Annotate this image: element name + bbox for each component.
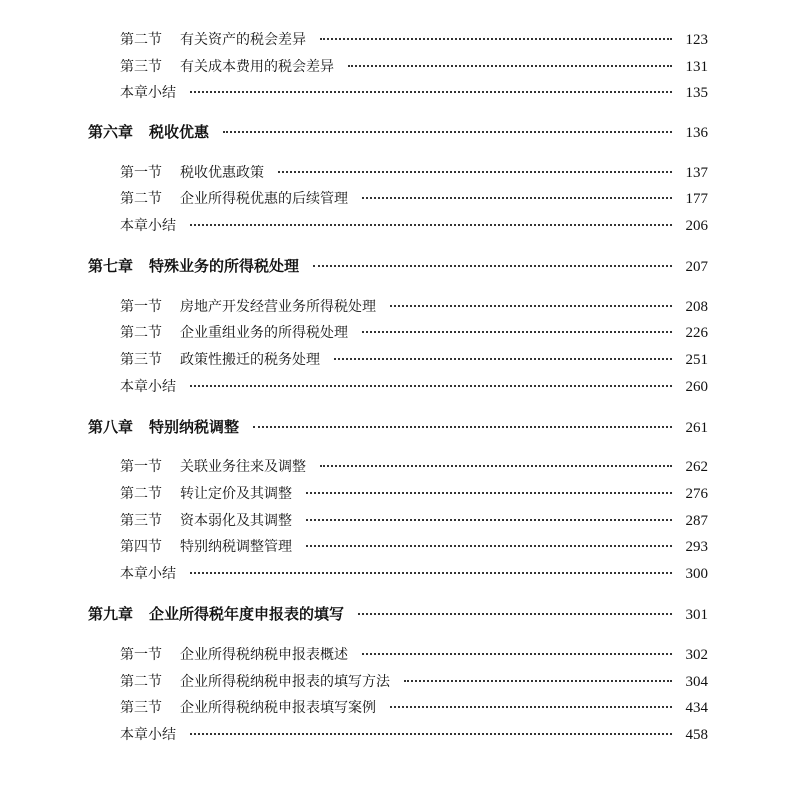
- chapter-number: 第七章: [88, 257, 134, 275]
- summary-label: 本章小结: [120, 566, 176, 582]
- chapter-title: 企业所得税年度申报表的填写: [149, 605, 345, 623]
- dot-leader: [190, 385, 672, 387]
- section-title: 资本弱化及其调整: [180, 513, 292, 529]
- toc-entry-section[interactable]: [120, 162, 708, 184]
- dot-leader: [404, 680, 672, 682]
- section-number: 第二节: [120, 325, 162, 341]
- section-title: 关联业务往来及调整: [180, 459, 306, 475]
- page-number: 207: [685, 259, 708, 275]
- page-number: 458: [685, 727, 708, 743]
- section-number: 第一节: [120, 299, 162, 315]
- section-number: 第一节: [120, 459, 162, 475]
- dot-leader: [320, 38, 672, 40]
- section-number: 第二节: [120, 486, 162, 502]
- toc-entry-section[interactable]: [120, 296, 708, 318]
- dot-leader: [362, 331, 672, 333]
- dot-leader: [306, 519, 672, 521]
- dot-leader: [362, 197, 672, 199]
- chapter-title: 税收优惠: [149, 123, 210, 141]
- page-number: 293: [685, 539, 708, 555]
- section-number: 第二节: [120, 191, 162, 207]
- toc-entry-section[interactable]: [120, 349, 708, 371]
- section-title: 有关成本费用的税会差异: [180, 59, 334, 75]
- page-number: 304: [685, 674, 708, 690]
- dot-leader: [306, 545, 672, 547]
- section-title: 税收优惠政策: [180, 165, 264, 181]
- section-title: 企业所得税纳税申报表概述: [180, 647, 348, 663]
- page-number: 260: [685, 379, 708, 395]
- toc-entry-summary[interactable]: [120, 376, 708, 398]
- section-number: 第三节: [120, 59, 162, 75]
- page-number: 226: [685, 325, 708, 341]
- page-number: 262: [685, 459, 708, 475]
- summary-label: 本章小结: [120, 85, 176, 101]
- chapter-number: 第八章: [88, 418, 134, 436]
- dot-leader: [253, 426, 672, 428]
- toc-entry-section[interactable]: [120, 510, 708, 532]
- dot-leader: [190, 572, 672, 574]
- toc-entry-section[interactable]: [120, 671, 708, 693]
- toc-entry-section[interactable]: [120, 188, 708, 210]
- dot-leader: [348, 65, 672, 67]
- page-number: 276: [685, 486, 708, 502]
- toc-entry-section[interactable]: [120, 644, 708, 666]
- dot-leader: [190, 91, 672, 93]
- toc-entry-section[interactable]: [120, 697, 708, 719]
- toc-entry-summary[interactable]: [120, 82, 708, 104]
- section-number: 第三节: [120, 352, 162, 368]
- page-number: 177: [685, 191, 708, 207]
- dot-leader: [320, 465, 672, 467]
- page-number: 135: [685, 85, 708, 101]
- summary-label: 本章小结: [120, 379, 176, 395]
- page-number: 287: [685, 513, 708, 529]
- dot-leader: [334, 358, 672, 360]
- page-number: 123: [685, 32, 708, 48]
- chapter-title: 特别纳税调整: [149, 418, 240, 436]
- section-title: 企业所得税纳税申报表的填写方法: [180, 674, 390, 690]
- dot-leader: [358, 613, 672, 615]
- page-number: 136: [685, 125, 708, 141]
- dot-leader: [390, 706, 672, 708]
- toc-entry-chapter[interactable]: [88, 603, 708, 625]
- dot-leader: [362, 653, 672, 655]
- chapter-number: 第六章: [88, 123, 134, 141]
- section-number: 第一节: [120, 165, 162, 181]
- section-number: 第二节: [120, 32, 162, 48]
- toc-entry-section[interactable]: [120, 483, 708, 505]
- chapter-title: 特殊业务的所得税处理: [149, 257, 300, 275]
- toc-entry-summary[interactable]: [120, 563, 708, 585]
- page-number: 137: [685, 165, 708, 181]
- toc-entry-section[interactable]: [120, 56, 708, 78]
- toc-entry-chapter[interactable]: [88, 121, 708, 143]
- section-number: 第三节: [120, 513, 162, 529]
- toc-entry-section[interactable]: [120, 456, 708, 478]
- chapter-number: 第九章: [88, 605, 134, 623]
- section-title: 特别纳税调整管理: [180, 539, 292, 555]
- page-number: 301: [685, 607, 708, 623]
- section-title: 转让定价及其调整: [180, 486, 292, 502]
- toc-entry-section[interactable]: [120, 29, 708, 51]
- page-number: 208: [685, 299, 708, 315]
- page-number: 261: [685, 420, 708, 436]
- page-number: 300: [685, 566, 708, 582]
- toc-entry-chapter[interactable]: [88, 255, 708, 277]
- dot-leader: [390, 305, 672, 307]
- section-title: 企业所得税优惠的后续管理: [180, 191, 348, 207]
- page-number: 251: [685, 352, 708, 368]
- section-title: 有关资产的税会差异: [180, 32, 306, 48]
- dot-leader: [190, 733, 672, 735]
- section-number: 第四节: [120, 539, 162, 555]
- summary-label: 本章小结: [120, 218, 176, 234]
- section-title: 企业重组业务的所得税处理: [180, 325, 348, 341]
- page-number: 302: [685, 647, 708, 663]
- toc-entry-summary[interactable]: [120, 724, 708, 746]
- dot-leader: [190, 224, 672, 226]
- toc-entry-chapter[interactable]: [88, 416, 708, 438]
- section-number: 第三节: [120, 700, 162, 716]
- section-title: 政策性搬迁的税务处理: [180, 352, 320, 368]
- section-title: 企业所得税纳税申报表填写案例: [180, 700, 376, 716]
- summary-label: 本章小结: [120, 727, 176, 743]
- page-number: 434: [685, 700, 708, 716]
- toc-entry-section[interactable]: [120, 536, 708, 558]
- dot-leader: [313, 265, 672, 267]
- dot-leader: [278, 171, 672, 173]
- dot-leader: [306, 492, 672, 494]
- page-number: 131: [685, 59, 708, 75]
- section-number: 第一节: [120, 647, 162, 663]
- dot-leader: [223, 131, 672, 133]
- toc-entry-section[interactable]: [120, 322, 708, 344]
- page-number: 206: [685, 218, 708, 234]
- section-title: 房地产开发经营业务所得税处理: [180, 299, 376, 315]
- toc-entry-summary[interactable]: [120, 215, 708, 237]
- section-number: 第二节: [120, 674, 162, 690]
